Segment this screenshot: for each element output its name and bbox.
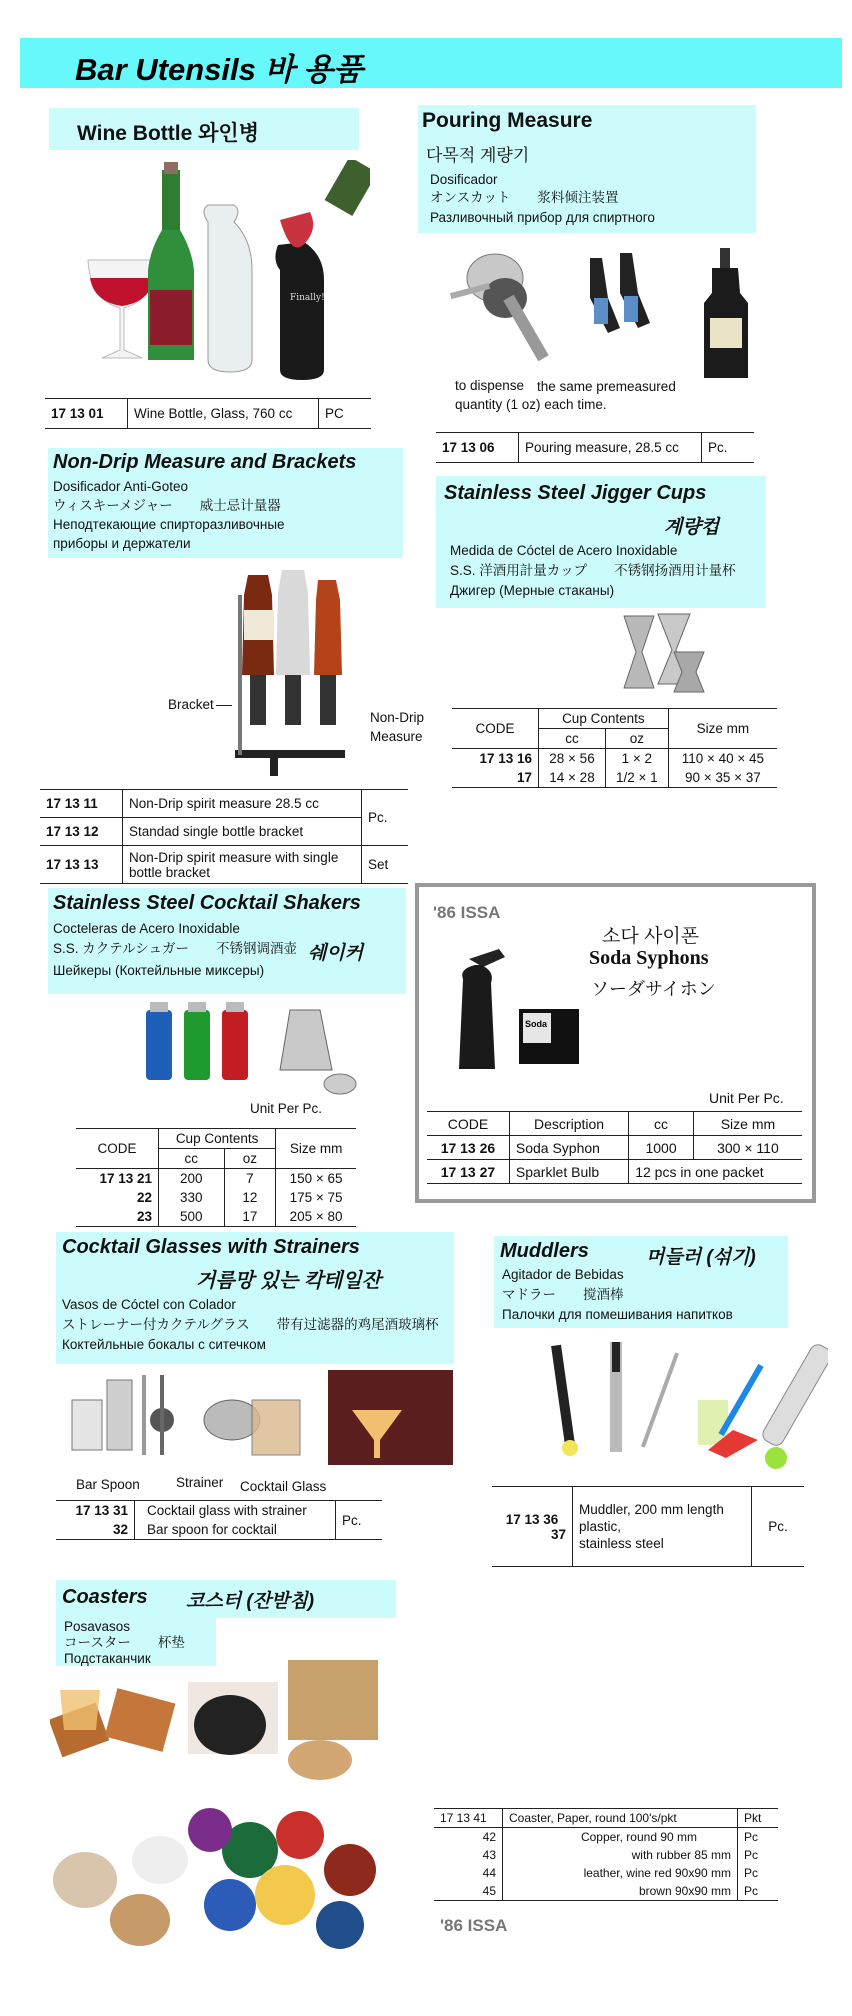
coasters-desc-1: Coaster, Paper, round 100's/pkt: [503, 1809, 738, 1828]
shakers-unit-note: Unit Per Pc.: [250, 1101, 323, 1116]
coasters-photo: [50, 1650, 410, 1960]
muddlers-code-2: 37: [550, 1526, 566, 1542]
jigger-head-size: Size mm: [668, 709, 777, 749]
shakers-cc-3: 500: [159, 1207, 225, 1227]
pouring-korean: 다목적 계량기: [426, 146, 530, 165]
shakers-head-size: Size mm: [276, 1129, 356, 1169]
coasters-table: [434, 1808, 778, 1901]
cocktailglass-code-2: 32: [112, 1522, 128, 1537]
coasters-title: Coasters: [62, 1586, 148, 1608]
shakers-head-oz: oz: [224, 1149, 276, 1169]
pouring-table: [436, 432, 754, 463]
cocktailglass-code-1: 17 13 31: [75, 1503, 128, 1518]
jigger-head-cc: cc: [539, 729, 606, 749]
shakers-head-cc: cc: [159, 1149, 225, 1169]
shakers-spanish: Cocteleras de Acero Inoxidable: [53, 921, 240, 936]
coasters-code-4: 44: [482, 1866, 496, 1880]
pouring-unit: Pc.: [702, 433, 755, 463]
jigger-japanese: S.S. 洋酒用計量カップ 不锈钢扬酒用计量杯: [450, 563, 736, 578]
coasters-desc-4: leather, wine red 90x90 mm: [503, 1864, 738, 1882]
shakers-cc-1: 200: [159, 1169, 225, 1189]
coasters-unit-4: Pc: [738, 1864, 779, 1882]
wine-bottle-photo: [80, 160, 370, 385]
shakers-title: Stainless Steel Cocktail Shakers: [53, 892, 361, 914]
syphon-japanese: ソーダサイホン: [591, 979, 716, 999]
muddlers-russian: Палочки для помешивания напитков: [502, 1307, 733, 1322]
jigger-size-1: 110 × 40 × 45: [668, 749, 777, 769]
shakers-code-2: 22: [136, 1190, 152, 1205]
shakers-table: [76, 1128, 356, 1227]
shakers-korean: 쉐이커: [308, 943, 364, 964]
nondrip-title: Non-Drip Measure and Brackets: [53, 451, 357, 473]
coasters-desc-5: brown 90x90 mm: [503, 1882, 738, 1901]
coasters-japanese: コースター 杯垫: [64, 1635, 185, 1650]
muddlers-desc-2: plastic,: [579, 1519, 622, 1534]
nondrip-label-nondrip-2: Measure: [370, 729, 423, 744]
coasters-desc-3: with rubber 85 mm: [503, 1846, 738, 1864]
jigger-title: Stainless Steel Jigger Cups: [444, 482, 707, 504]
cocktailglass-title: Cocktail Glasses with Strainers: [62, 1236, 360, 1258]
cocktailglass-desc-1: Cocktail glass with strainer: [135, 1501, 336, 1521]
nondrip-desc-1: Non-Drip spirit measure 28.5 cc: [123, 790, 362, 818]
syphon-extra-2: 12 pcs in one packet: [629, 1160, 802, 1184]
nondrip-spanish: Dosificador Anti-Goteo: [53, 479, 189, 494]
jigger-spanish: Medida de Cóctel de Acero Inoxidable: [450, 543, 678, 558]
coasters-unit-1: Pkt: [738, 1809, 779, 1828]
shakers-cc-2: 330: [159, 1188, 225, 1207]
cocktailglass-title-box: [56, 1232, 454, 1364]
wine-title: Wine Bottle 와인병: [77, 122, 259, 145]
jigger-cups-photo: [620, 612, 720, 697]
syphon-desc-1: Soda Syphon: [509, 1136, 628, 1160]
syphon-korean: 소다 사이폰: [602, 926, 700, 947]
jigger-oz-1: 1 × 2: [606, 749, 669, 769]
muddlers-title-box: [494, 1236, 788, 1328]
nondrip-bracket-photo: [230, 565, 360, 780]
jigger-head-oz: oz: [606, 729, 669, 749]
shakers-oz-3: 17: [224, 1207, 276, 1227]
cocktailglass-photo: [62, 1370, 457, 1470]
syphon-box-label: Soda: [525, 1019, 548, 1029]
muddlers-code-1: 17 13 36: [505, 1511, 559, 1527]
syphon-table: [427, 1111, 802, 1184]
wine-title-box: [49, 108, 359, 150]
cocktailglass-caption-spoon: Bar Spoon: [76, 1477, 140, 1492]
jigger-oz-2: 1/2 × 1: [606, 768, 669, 788]
muddlers-korean: 머들러 (섞기): [646, 1247, 756, 1268]
shakers-size-3: 205 × 80: [276, 1207, 356, 1227]
jigger-head-cup: Cup Contents: [539, 709, 669, 729]
page-header-bar: [20, 38, 842, 88]
jigger-head-code: CODE: [475, 721, 515, 736]
nondrip-japanese: ウィスキーメジャー 威士忌计量器: [53, 498, 281, 513]
cocktailglass-desc-2: Bar spoon for cocktail: [135, 1520, 336, 1540]
jigger-cc-1: 28 × 56: [539, 749, 606, 769]
shakers-russian: Шейкеры (Коктейльные миксеры): [53, 963, 265, 978]
shakers-head-code: CODE: [97, 1141, 137, 1156]
syphon-issa: '86 ISSA: [433, 903, 501, 922]
syphon-code-1: 17 13 26: [440, 1139, 496, 1156]
coasters-code-3: 43: [482, 1848, 496, 1862]
syphon-head-size: Size mm: [693, 1112, 802, 1136]
pouring-note-2: the same premeasured: [537, 379, 676, 394]
pouring-note-1: to dispense: [455, 378, 525, 393]
nondrip-unit-pc: Pc.: [362, 790, 409, 846]
shakers-code-3: 23: [136, 1209, 152, 1224]
syphon-code-2: 17 13 27: [440, 1163, 496, 1180]
jigger-code-2: 17: [516, 770, 532, 785]
cocktailglass-korean: 거름망 있는 칵테일잔: [196, 1270, 381, 1292]
shakers-head-cup: Cup Contents: [159, 1129, 276, 1149]
syphon-head-code: CODE: [447, 1115, 489, 1132]
coasters-korean: 코스터 (잔받침): [186, 1591, 315, 1612]
jigger-korean: 계량컵: [664, 517, 720, 538]
nondrip-russian-a: Неподтекающие спирторазливочные: [53, 517, 285, 532]
pouring-desc: Pouring measure, 28.5 cc: [519, 433, 702, 463]
bracket-leader-line: [216, 705, 232, 706]
cocktailglass-russian: Коктейльные бокалы с ситечком: [62, 1337, 266, 1352]
wine-bottle-label-text: Finally!: [290, 293, 325, 303]
shakers-title-box: [48, 888, 406, 994]
nondrip-table: [40, 789, 408, 884]
muddlers-table: [492, 1486, 804, 1567]
page-title: Bar Utensils 바 용품: [75, 52, 363, 87]
coasters-title-box: [56, 1580, 396, 1618]
jigger-cc-2: 14 × 28: [539, 768, 606, 788]
shakers-japanese: S.S. カクテルシュガー 不锈钢调酒壶: [53, 941, 297, 956]
shakers-oz-1: 7: [224, 1169, 276, 1189]
syphon-head-cc: cc: [629, 1112, 694, 1136]
cocktailglass-caption-glass: Cocktail Glass: [240, 1479, 327, 1494]
nondrip-unit-set: Set: [362, 846, 409, 884]
coasters-unit-2: Pc: [738, 1828, 779, 1847]
coasters-code-2: 42: [482, 1830, 496, 1844]
nondrip-desc-3b: bottle bracket: [129, 864, 211, 880]
shakers-code-1: 17 13 21: [99, 1171, 152, 1186]
pouring-code: 17 13 06: [442, 440, 495, 455]
muddlers-desc-3: stainless steel: [579, 1536, 664, 1551]
pouring-measure-photo: [440, 238, 770, 388]
muddlers-title: Muddlers: [500, 1240, 589, 1262]
pouring-title-box: [418, 105, 756, 233]
nondrip-title-box: [48, 448, 403, 558]
cocktailglass-japanese: ストレーナー付カクテルグラス 带有过滤器的鸡尾酒玻璃杯: [62, 1317, 439, 1332]
cocktailglass-spanish: Vasos de Cóctel con Colador: [62, 1297, 236, 1312]
cocktailglass-table: [56, 1500, 382, 1540]
cocktailglass-unit: Pc.: [336, 1501, 383, 1540]
wine-code: 17 13 01: [51, 406, 104, 421]
pouring-title: Pouring Measure: [422, 109, 593, 132]
shakers-size-2: 175 × 75: [276, 1188, 356, 1207]
coasters-code-5: 45: [482, 1884, 496, 1898]
syphon-photo: [439, 939, 599, 1079]
syphon-english: Soda Syphons: [589, 947, 709, 969]
syphon-size-1: 300 × 110: [693, 1136, 802, 1160]
pouring-russian: Разливочный прибор для спиртного: [430, 210, 655, 225]
pouring-spanish: Dosificador: [430, 172, 498, 187]
coasters-issa: '86 ISSA: [440, 1916, 508, 1935]
jigger-title-box: [436, 476, 766, 608]
nondrip-code-2: 17 13 12: [46, 824, 99, 839]
muddlers-unit: Pc.: [752, 1487, 805, 1567]
syphon-head-desc: Description: [509, 1112, 628, 1136]
wine-unit: PC: [319, 399, 372, 429]
shakers-photo: [140, 1000, 370, 1100]
muddlers-desc-1: Muddler, 200 mm length: [579, 1502, 724, 1517]
cocktailglass-caption-strainer: Strainer: [176, 1475, 224, 1490]
soda-syphon-panel: [415, 883, 816, 1203]
coasters-unit-3: Pc: [738, 1846, 779, 1864]
wine-table: [45, 398, 371, 429]
pouring-japanese: オンスカット 浆料倾注装置: [430, 190, 619, 205]
syphon-unit-note: Unit Per Pc.: [709, 1090, 784, 1106]
nondrip-label-bracket: Bracket: [168, 697, 214, 712]
coasters-code-1: 17 13 41: [440, 1811, 487, 1825]
jigger-code-1: 17 13 16: [479, 751, 532, 766]
wine-desc: Wine Bottle, Glass, 760 cc: [128, 399, 319, 429]
shakers-size-1: 150 × 65: [276, 1169, 356, 1189]
muddlers-photo: [548, 1340, 828, 1470]
shakers-oz-2: 12: [224, 1188, 276, 1207]
coasters-russian: Подстаканчик: [64, 1651, 151, 1666]
syphon-desc-2: Sparklet Bulb: [509, 1160, 628, 1184]
pouring-note-3: quantity (1 oz) each time.: [455, 397, 607, 412]
nondrip-code-1: 17 13 11: [46, 796, 98, 811]
muddlers-japanese: マドラー 搅酒棒: [502, 1287, 624, 1302]
nondrip-code-3: 17 13 13: [46, 857, 99, 872]
jigger-russian: Джигер (Мерные стаканы): [450, 583, 615, 598]
coasters-spanish: Posavasos: [64, 1619, 131, 1634]
jigger-size-2: 90 × 35 × 37: [668, 768, 777, 788]
coasters-unit-5: Pc: [738, 1882, 779, 1901]
jigger-table: [452, 708, 777, 788]
syphon-cc-1: 1000: [629, 1136, 694, 1160]
muddlers-spanish: Agitador de Bebidas: [502, 1267, 624, 1282]
nondrip-desc-2: Standad single bottle bracket: [123, 818, 362, 846]
nondrip-desc-3a: Non-Drip spirit measure with single: [129, 849, 339, 865]
nondrip-russian-b: приборы и держатели: [53, 536, 191, 551]
coasters-desc-2: Copper, round 90 mm: [503, 1828, 738, 1847]
nondrip-label-nondrip-1: Non-Drip: [370, 710, 425, 725]
